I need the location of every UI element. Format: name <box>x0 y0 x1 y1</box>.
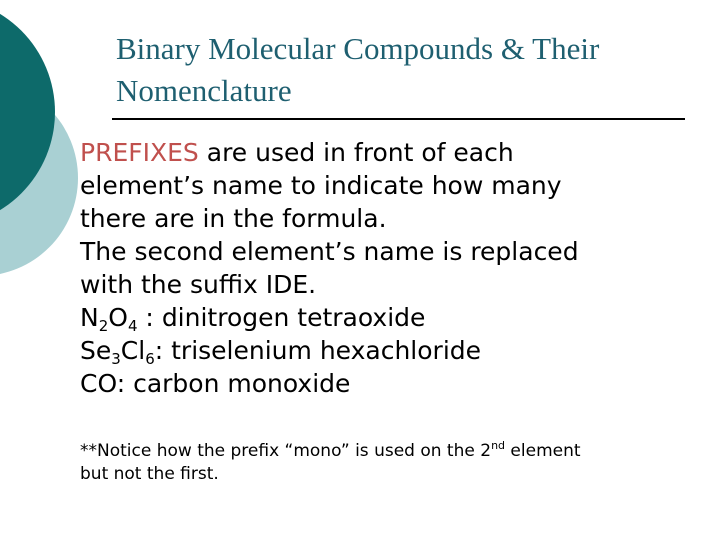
title-line-1: Binary Molecular Compounds & Their <box>116 31 600 66</box>
footnote <box>80 440 710 486</box>
body-line-2: element’s name to indicate how many <box>80 171 562 200</box>
example-co <box>80 367 710 400</box>
separator: : <box>137 303 162 332</box>
element-symbol: Se <box>80 336 112 365</box>
compound-name: carbon monoxide <box>133 369 351 398</box>
slide-title <box>116 28 706 112</box>
subscript: 3 <box>111 350 121 368</box>
ordinal-suffix: nd <box>491 439 506 452</box>
subscript: 6 <box>145 350 155 368</box>
element-symbol: O <box>108 303 128 332</box>
footnote-text: **Notice how the prefix “mono” is used on the 2 <box>80 441 492 461</box>
decorative-circles <box>0 0 80 300</box>
body-line-4: The second element’s name is replaced <box>80 237 579 266</box>
formula: CO <box>80 369 117 398</box>
element-symbol: Cl <box>120 336 146 365</box>
footnote-line-1 <box>80 440 710 463</box>
body-line-3: there are in the formula. <box>80 204 387 233</box>
body-line-1 <box>80 136 710 169</box>
footnote-line-2: but not the first. <box>80 464 219 484</box>
title-underline <box>112 118 685 120</box>
compound-name: triselenium hexachloride <box>171 336 482 365</box>
body-line-1-rest: are used in front of each <box>198 138 514 167</box>
element-symbol: N <box>80 303 99 332</box>
title-line-2: Nomenclature <box>116 73 292 108</box>
example-se3cl6 <box>80 334 710 367</box>
subscript: 2 <box>98 317 109 335</box>
footnote-text-end: element <box>505 441 581 461</box>
prefixes-keyword: PREFIXES <box>80 138 199 167</box>
slide-body <box>80 136 710 400</box>
subscript: 4 <box>127 317 138 335</box>
example-n2o4 <box>80 301 710 334</box>
body-line-5: with the suffix IDE. <box>80 270 317 299</box>
separator: : <box>116 369 134 398</box>
compound-name: dinitrogen tetraoxide <box>161 303 426 332</box>
separator: : <box>154 336 172 365</box>
